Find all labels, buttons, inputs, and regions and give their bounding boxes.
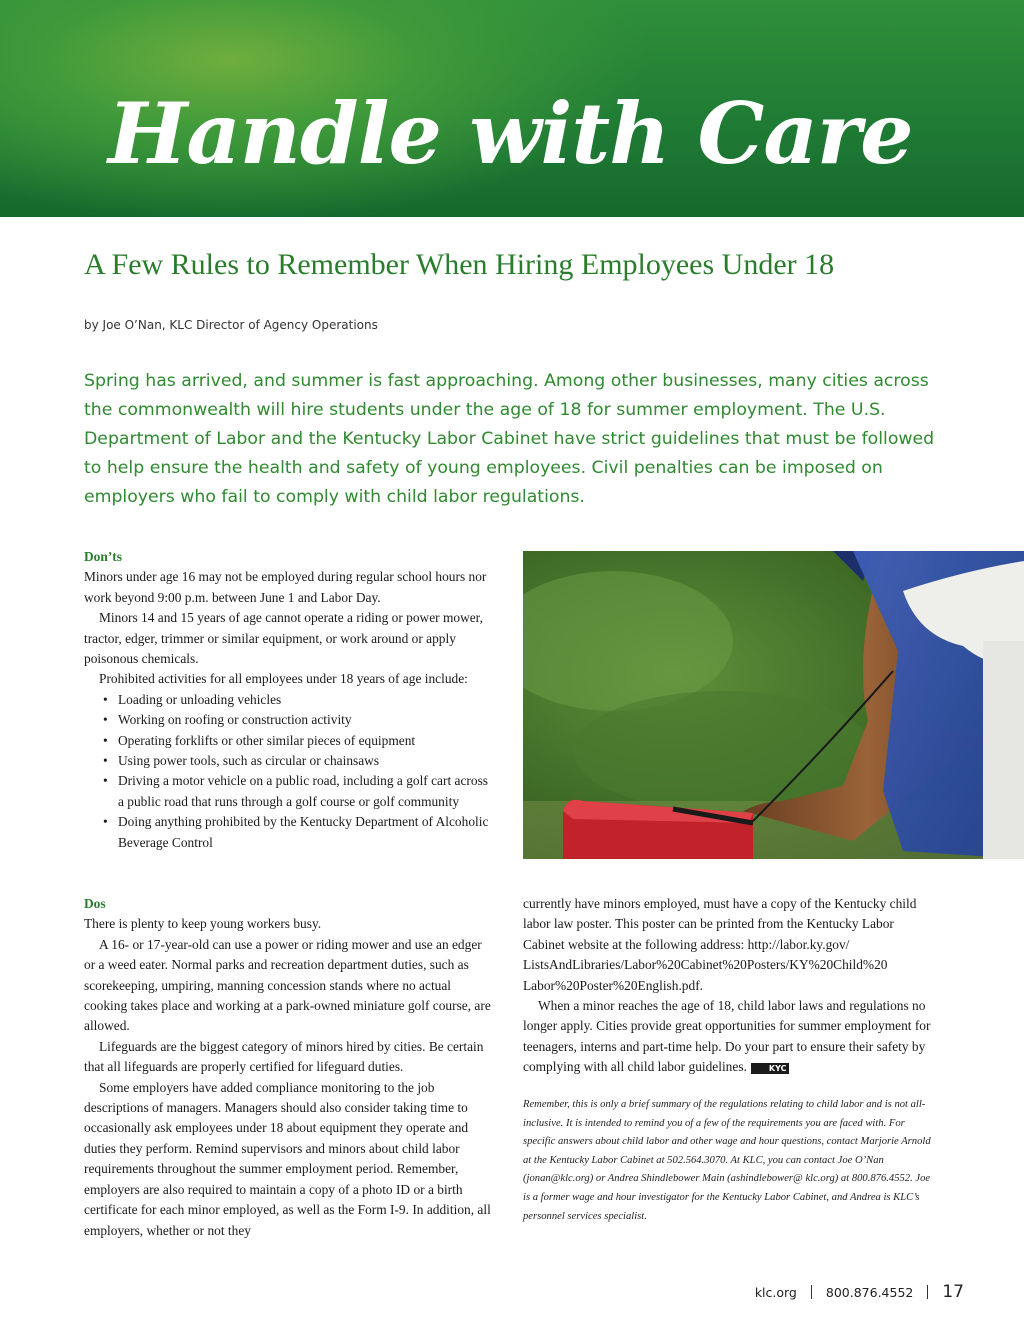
list-item: • Doing anything prohibited by the Kentucky Department of Alcoholic Beverage Control	[84, 812, 496, 853]
list-item: • Driving a motor vehicle on a public road, including a golf cart across a public road that runs through a golf course or golf community	[84, 771, 496, 812]
donts-paragraph-2: Minors 14 and 15 years of age cannot operate a riding or power mower, tractor, edger, trimmer or similar equipment, or work around or apply poisonous chemicals.	[84, 610, 483, 667]
footer-divider	[927, 1285, 928, 1299]
list-item: • Using power tools, such as circular or chainsaws	[84, 751, 496, 771]
page-number: 17	[942, 1282, 964, 1302]
dos-paragraph-4: Some employers have added compliance monitoring to the job descriptions of managers. Managers should also consider taking time to occasionally ask employees under 18 about equipment they operate and duties they perform. Remind supervisors and minors about child labor requirements throughout the summer employment period. Remember, employers are also required to maintain a copy of a photo ID or a birth certificate for each minor employed, as well as the Form I-9. In addition, all employers, whether or not they	[84, 1079, 491, 1238]
article-subtitle: A Few Rules to Remember When Hiring Employees Under 18	[84, 248, 835, 281]
list-item: • Operating forklifts or other similar pieces of equipment	[84, 731, 496, 751]
page-title: Handle with Care	[108, 84, 913, 183]
poster-paragraph: currently have minors employed, must have a copy of the Kentucky child labor law poster. This poster can be printed from the Kentucky Labor Cabinet website at the following address: http://labor.ky.gov/ ListsAndLibraries/Labor%20Cabinet%20Posters/KY%20Child%20 Labor%20Poster%20English.pdf.	[523, 896, 917, 993]
closing-text: When a minor reaches the age of 18, child labor laws and regulations no longer apply. Cities provide great opportunities for summer employment for teenagers, interns and part-time help. Do your part to ensure their safety by complying with all child labor guidelines.	[523, 998, 931, 1075]
right-column	[523, 894, 935, 1078]
footer-phone: 800.876.4552	[825, 1284, 914, 1300]
footer-website: klc.org	[754, 1284, 797, 1300]
dos-paragraph-2: A 16- or 17-year-old can use a power or riding mower and use an edger or a weed eater. Normal parks and recreation department duties, such as scorekeeping, umpiring, manning concession stands where no actual cooking takes place and working at a park-owned miniature golf course, are allowed.	[84, 936, 491, 1034]
editor-note: Remember, this is only a brief summary of the regulations relating to child labor and is not all-inclusive. It is intended to remind you of a few of the requirements you are faced with. For specific answers about child labor and other wage and hour questions, contact Marjorie Arnold at the Kentucky Labor Cabinet at 502.564.3070. At KLC, you can contact Joe O’Nan (jonan@klc.org) or Andrea Shindlebower Main (ashindlebower@ klc.org) at 800.876.4552. Joe is a former wage and hour investigator for the Kentucky Labor Cabinet, and Andrea is KLC’s personnel services specialist.	[523, 1099, 931, 1222]
byline: by Joe O’Nan, KLC Director of Agency Operations	[84, 318, 378, 332]
list-item: • Loading or unloading vehicles	[84, 690, 496, 710]
closing-paragraph	[523, 996, 935, 1078]
header-banner	[0, 0, 1024, 217]
footer-divider	[811, 1285, 812, 1299]
end-mark-logo: KYC	[751, 1063, 790, 1074]
list-item: • Working on roofing or construction activity	[84, 710, 496, 730]
prohibited-list	[84, 690, 496, 853]
page-footer	[755, 1282, 964, 1302]
donts-paragraph-1: Minors under age 16 may not be employed during regular school hours nor work beyond 9:00 p.m. between June 1 and Labor Day.	[84, 569, 487, 605]
dos-paragraph-1: There is plenty to keep young workers busy.	[84, 916, 322, 932]
dos-paragraph-3: Lifeguards are the biggest category of minors hired by cities. Be certain that all lifeguards are properly certified for lifeguard duties.	[84, 1038, 484, 1075]
donts-paragraph-3: Prohibited activities for all employees under 18 years of age include:	[99, 671, 468, 687]
lifeguard-photo	[523, 551, 1024, 859]
donts-heading: Don’ts	[84, 549, 122, 564]
dos-heading: Dos	[84, 896, 106, 911]
intro-paragraph: Spring has arrived, and summer is fast approaching. Among other businesses, many cities across the commonwealth will hire students under the age of 18 for summer employment. The U.S. Department of Labor and the Kentucky Labor Cabinet have strict guidelines that must be followed to help ensure the health and safety of young employees. Civil penalties can be imposed on employers who fail to comply with child labor regulations.	[84, 371, 935, 507]
donts-section	[84, 547, 496, 853]
dos-section	[84, 894, 496, 1241]
